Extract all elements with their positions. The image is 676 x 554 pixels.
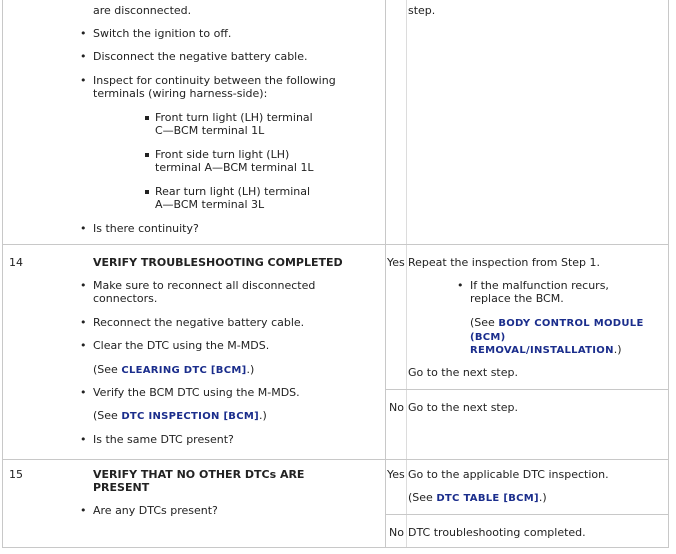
row14-yes-next: Go to the next step. (408, 366, 518, 379)
table-border-bottom (2, 547, 669, 548)
row13-step-ignition: • Switch the ignition to off. (93, 27, 231, 40)
row13-terminal-2-cont: terminal A—BCM terminal 1L (155, 161, 314, 174)
row14-yes-see-line2 (470, 330, 506, 344)
square-bullet-icon (145, 190, 149, 194)
row13-terminal-3: Rear turn light (LH) terminal (155, 185, 311, 198)
row14-yes-label: Yes (387, 256, 405, 269)
row13-question: • Is there continuity? (93, 222, 199, 235)
dtc-inspection-link[interactable]: DTC INSPECTION [BCM] (121, 411, 259, 422)
row15-no-action: DTC troubleshooting completed. (408, 526, 586, 539)
row14-yes-see-line3 (470, 343, 622, 357)
row14-yes-action: Repeat the inspection from Step 1. (408, 256, 601, 269)
row14-see-clearing (93, 363, 254, 377)
row14-step-verify: • Verify the BCM DTC using the M-MDS. (93, 386, 300, 399)
row15-yes-label: Yes (387, 468, 405, 481)
row14-question: • Is the same DTC present? (93, 433, 234, 446)
row14-see-inspection (93, 409, 267, 423)
row-divider-13-14 (2, 244, 669, 245)
row15-title-cont: PRESENT (93, 481, 150, 494)
row13-step-battery: • Disconnect the negative battery cable. (93, 50, 308, 63)
table-border-left (2, 0, 3, 548)
row14-yes-sub-cont: replace the BCM. (470, 292, 564, 305)
bcm-link-cont[interactable]: (BCM) (470, 332, 506, 343)
row13-terminal-2: Front side turn light (LH) (155, 148, 290, 161)
see-suffix: .) (246, 363, 255, 376)
see-prefix: (See (408, 491, 437, 504)
row14-yes-sub: • If the malfunction recurs, (470, 279, 609, 292)
row15-yes-see (408, 491, 547, 505)
see-prefix: (See (93, 409, 122, 422)
row13-terminal-3-cont: A—BCM terminal 3L (155, 198, 265, 211)
row14-yes-no-divider (385, 389, 669, 390)
row14-step-clear: • Clear the DTC using the M-MDS. (93, 339, 269, 352)
row14-step-number: 14 (9, 256, 23, 269)
removal-installation-link[interactable]: REMOVAL/INSTALLATION (470, 345, 614, 356)
row13-action: step. (408, 4, 436, 17)
row13-step-inspect-cont: terminals (wiring harness-side): (93, 87, 268, 100)
row13-step-line: are disconnected. (93, 4, 192, 17)
row13-terminal-1: Front turn light (LH) terminal (155, 111, 313, 124)
square-bullet-icon (145, 153, 149, 157)
row15-no-label: No (389, 526, 404, 539)
see-suffix: .) (259, 409, 267, 422)
bcm-link[interactable]: BODY CONTROL MODULE (498, 318, 644, 329)
see-suffix: .) (538, 491, 547, 504)
row15-question: • Are any DTCs present? (93, 504, 218, 517)
row13-terminal-1-cont: C—BCM terminal 1L (155, 124, 265, 137)
column-divider-answer (406, 0, 407, 548)
row14-title: VERIFY TROUBLESHOOTING COMPLETED (93, 256, 343, 269)
row15-yes-action: Go to the applicable DTC inspection. (408, 468, 609, 481)
row14-yes-see-line1 (470, 316, 644, 330)
table-border-right (668, 0, 669, 548)
dtc-table-link[interactable]: DTC TABLE [BCM] (436, 493, 539, 504)
row14-no-label: No (389, 401, 404, 414)
see-suffix: .) (613, 343, 622, 356)
see-prefix: (See (470, 316, 499, 329)
row14-step-reconnect: • Make sure to reconnect all disconnected (93, 279, 315, 292)
row14-step-reconnect-cont: connectors. (93, 292, 158, 305)
row14-step-battery: • Reconnect the negative battery cable. (93, 316, 304, 329)
row15-step-number: 15 (9, 468, 23, 481)
clearing-dtc-link[interactable]: CLEARING DTC [BCM] (121, 365, 247, 376)
row14-no-action: Go to the next step. (408, 401, 518, 414)
row15-yes-no-divider (385, 514, 669, 515)
row15-title: VERIFY THAT NO OTHER DTCs ARE (93, 468, 305, 481)
column-divider-step (385, 0, 386, 548)
square-bullet-icon (145, 116, 149, 120)
row13-step-inspect: • Inspect for continuity between the following (93, 74, 336, 87)
row-divider-14-15 (2, 459, 669, 460)
see-prefix: (See (93, 363, 122, 376)
